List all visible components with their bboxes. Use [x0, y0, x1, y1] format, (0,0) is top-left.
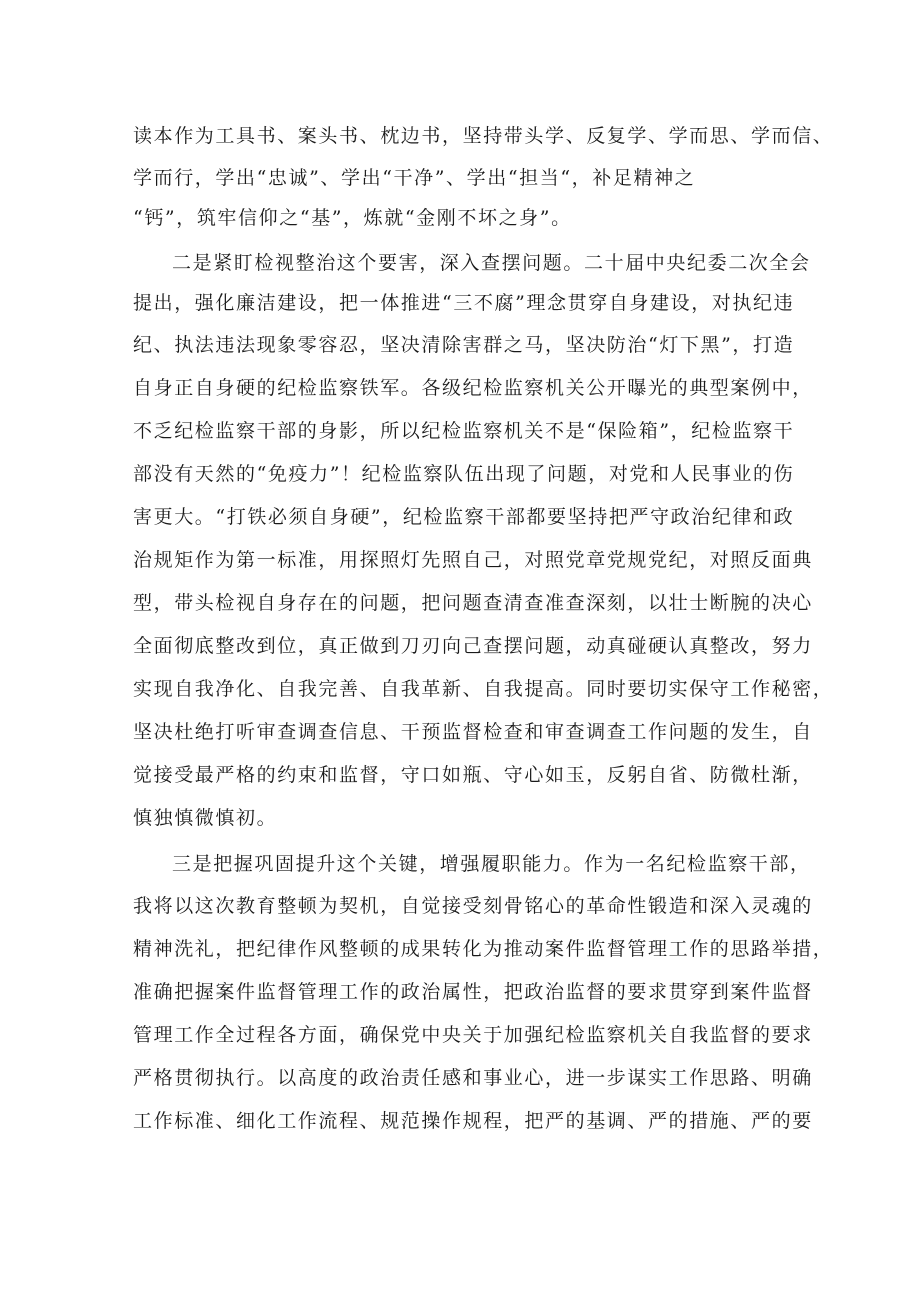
paragraph-1-line-3: “钙”，筑牢信仰之“基”，炼就“金刚不坏之身”。: [133, 207, 572, 229]
paragraph-3-line-3: 精神洗礼，把纪律作风整顿的成果转化为推动案件监督管理工作的思路举措，: [133, 938, 834, 960]
paragraph-3-line-4: 准确把握案件监督管理工作的政治属性，把政治监督的要求贯穿到案件监督: [133, 981, 813, 1003]
paragraph-2-line-5: 不乏纪检监察干部的身影，所以纪检监察机关不是“保险箱”，纪检监察干: [133, 420, 795, 442]
paragraph-2-line-6: 部没有天然的“免疫力”！纪检监察队伍出现了问题，对党和人民事业的伤: [133, 463, 795, 485]
paragraph-2-line-7: 害更大。“打铁必须自身硬”，纪检监察干部都要坚持把严守政治纪律和政: [133, 506, 795, 528]
paragraph-2-line-10: 全面彻底整改到位，真正做到刀刃向己查摆问题，动真碰硬认真整改，努力: [133, 635, 813, 657]
paragraph-3-line-2: 我将以这次教育整顿为契机，自觉接受刻骨铭心的革命性锻造和深入灵魂的: [133, 895, 813, 917]
paragraph-2-line-4: 自身正自身硬的纪检监察铁军。各级纪检监察机关公开曝光的典型案例中，: [133, 377, 813, 399]
paragraph-2-line-1: 二是紧盯检视整治这个要害，深入查摆问题。二十届中央纪委二次全会: [172, 252, 811, 274]
paragraph-3-line-7: 工作标准、细化工作流程、规范操作规程，把严的基调、严的措施、严的要: [133, 1110, 813, 1132]
paragraph-3-line-1: 三是把握巩固提升这个关键，增强履职能力。作为一名纪检监察干部，: [172, 853, 811, 875]
paragraph-2-line-2: 提出，强化廉洁建设，把一体推进“三不腐”理念贯穿自身建设，对执纪违: [133, 292, 795, 314]
paragraph-2-line-12: 坚决杜绝打听审查调查信息、干预监督检查和审查调查工作问题的发生，自: [133, 721, 813, 743]
paragraph-2-line-14: 慎独慎微慎初。: [133, 807, 278, 829]
paragraph-2-line-8: 治规矩作为第一标准，用探照灯先照自己，对照党章党规党纪，对照反面典: [133, 549, 813, 571]
paragraph-1-line-1: 读本作为工具书、案头书、枕边书，坚持带头学、反复学、学而思、学而信、: [133, 125, 834, 147]
paragraph-3-line-6: 严格贯彻执行。以高度的政治责任感和事业心，进一步谋实工作思路、明确: [133, 1067, 813, 1089]
paragraph-2-line-3: 纪、执法违法现象零容忍，坚决清除害群之马，坚决防治“灯下黑”，打造: [133, 334, 795, 356]
paragraph-2-line-13: 觉接受最严格的约束和监督，守口如瓶、守心如玉，反躬自省、防微杜渐，: [133, 764, 813, 786]
paragraph-1-line-2: 学而行，学出“忠诚”、学出“干净”、学出“担当“，补足精神之: [133, 167, 696, 189]
paragraph-2-line-9: 型，带头检视自身存在的问题，把问题查清查准查深刻，以壮士断腕的决心: [133, 592, 813, 614]
paragraph-2-line-11: 实现自我净化、自我完善、自我革新、自我提高。同时要切实保守工作秘密，: [133, 678, 834, 700]
paragraph-3-line-5: 管理工作全过程各方面，确保党中央关于加强纪检监察机关自我监督的要求: [133, 1024, 813, 1046]
